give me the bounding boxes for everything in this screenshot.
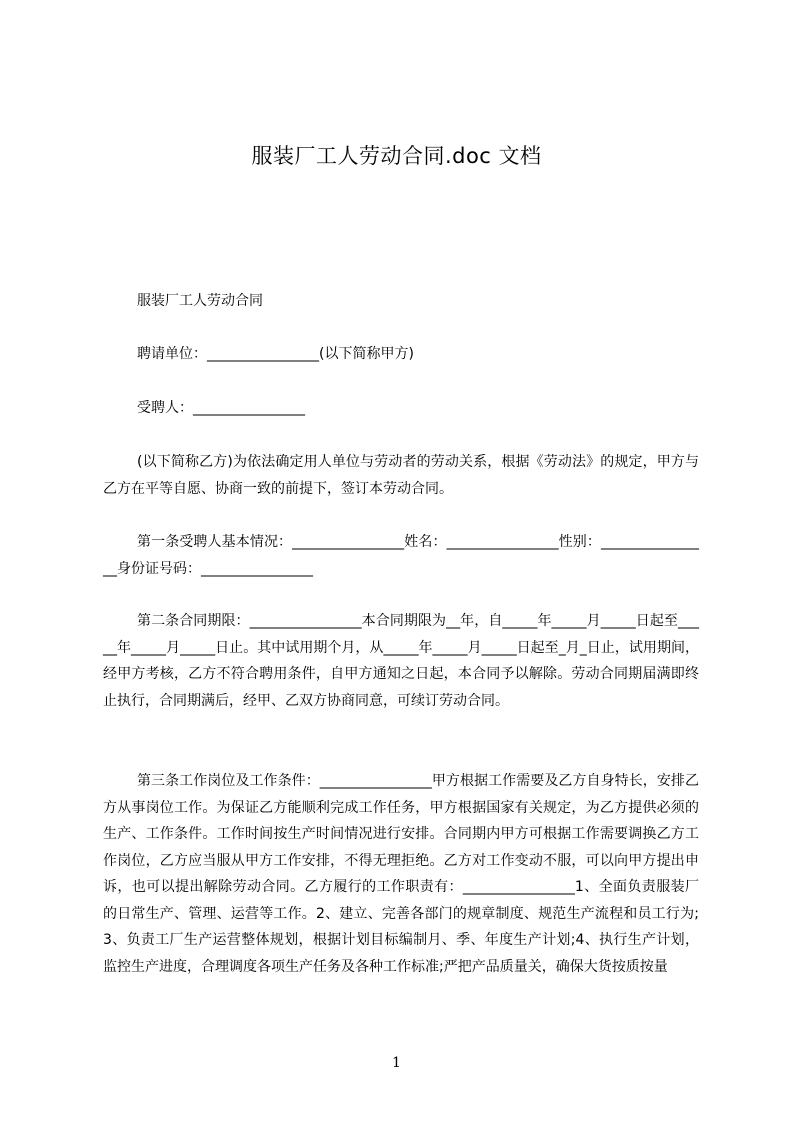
employer-line: 聘请单位：________________(以下简称甲方)	[137, 346, 414, 362]
contract-heading: 服装厂工人劳动合同	[137, 293, 263, 309]
article-2-paragraph: 第二条合同期限：________________本合同期限为__年，自_____年_____月_____日起至_____年_____月_____日止。其中试用期个月，从_____年_____月_____日起至_月_日止，试用期间，经甲方考核，乙方不符合聘用条件，自甲方通知之日起，本合同予以解除。劳动合同期届满即终止执行，合同期满后，经甲、乙双方协商同意，可续订劳动合同。	[103, 613, 699, 709]
document-title: 服装厂工人劳动合同.doc 文档	[251, 144, 542, 168]
preamble-paragraph: (以下简称乙方)为依法确定用人单位与劳动者的劳动关系，根据《劳动法》的规定，甲方与乙方在平等自愿、协商一致的前提下，签订本劳动合同。	[103, 454, 699, 497]
employee-line: 受聘人：________________	[137, 400, 305, 416]
page-number: 1	[392, 1055, 401, 1071]
article-3-paragraph: 第三条工作岗位及工作条件：________________甲方根据工作需要及乙方自身特长，安排乙方从事岗位工作。为保证乙方能顺利完成工作任务，甲方根据国家有关规定，为乙方提供必须的生产、工作条件。工作时间按生产时间情况进行安排。合同期内甲方可根据工作需要调换乙方工作岗位，乙方应当服从甲方工作安排，不得无理拒绝。乙方对工作变动不服，可以向甲方提出申诉，也可以提出解除劳动合同。乙方履行的工作职责有：________________1、全面负责服装厂的日常生产、管理、运营等工作。2、建立、完善各部门的规章制度、规范生产流程和员工行为; 3、负责工厂生产运营整体规划，根据计划目标编制月、季、年度生产计划;4、执行生产计划，监控生产进度，合理调度各项生产任务及各种工作标准;严把产品质量关，确保大货按质按量	[103, 773, 699, 975]
article-1-paragraph: 第一条受聘人基本情况：________________姓名：________________性别：________________身份证号码：________________	[103, 534, 699, 577]
